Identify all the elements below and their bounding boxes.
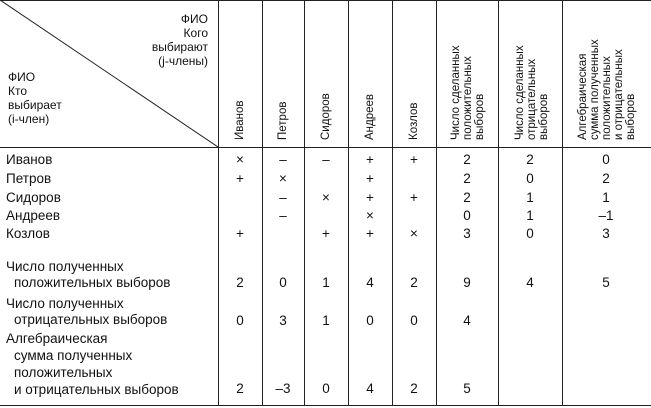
table-cell: 2 — [236, 275, 244, 290]
table-cell: 2 — [463, 190, 471, 205]
table-cell: × — [236, 152, 244, 167]
table-cell: 2 — [410, 275, 418, 290]
column-divider — [436, 0, 437, 405]
column-divider — [304, 0, 305, 405]
table-cell: 1 — [526, 190, 534, 205]
table-cell: 9 — [463, 275, 471, 290]
table-cell: 0 — [236, 313, 244, 328]
column-divider — [392, 0, 393, 405]
table-cell: 0 — [410, 313, 418, 328]
table-cell: + — [366, 226, 374, 241]
row-label: Сидоров — [6, 190, 61, 205]
column-header: Козлов — [408, 102, 420, 140]
table-cell: –1 — [598, 208, 614, 223]
table-cell: × — [410, 226, 418, 241]
table-cell: 2 — [463, 171, 471, 186]
column-divider — [562, 0, 563, 405]
column-header: Число сделанных отрицательных выборов — [514, 45, 550, 140]
table-cell: 0 — [526, 226, 534, 241]
table-cell: + — [410, 190, 418, 205]
table-cell: + — [366, 171, 374, 186]
table-cell: 5 — [463, 381, 471, 396]
table-cell: 1 — [322, 313, 330, 328]
table-cell: 0 — [463, 208, 471, 223]
table-cell: + — [410, 152, 418, 167]
corner-bottom-label: ФИО Кто выбирает (i-член) — [8, 70, 62, 126]
column-header: Андреев — [364, 93, 376, 140]
summary-label: Число полученных положительных выборов — [6, 259, 171, 290]
column-header: Число сделанных положительных выборов — [450, 45, 486, 140]
column-divider — [218, 0, 219, 405]
table-cell: × — [322, 190, 330, 205]
table-cell: –3 — [275, 381, 291, 396]
table-cell: 2 — [463, 152, 471, 167]
table-cell: 0 — [322, 381, 330, 396]
table-cell: + — [236, 226, 244, 241]
column-divider — [348, 0, 349, 405]
table-cell: + — [366, 190, 374, 205]
table-cell: 4 — [526, 275, 534, 290]
column-divider — [498, 0, 499, 405]
table-cell: 5 — [602, 275, 610, 290]
column-header: Иванов — [234, 100, 246, 140]
table-cell: 4 — [463, 313, 471, 328]
header-bottom-border — [0, 147, 651, 148]
table-cell: – — [279, 208, 287, 223]
table-cell: 2 — [410, 381, 418, 396]
corner-top-label: ФИО Кого выбирают (j-члены) — [151, 12, 208, 68]
summary-label: Алгебраическая сумма полученных положительных и отрицательных выборов — [6, 331, 179, 397]
table-cell: 1 — [526, 208, 534, 223]
table-cell: 3 — [463, 226, 471, 241]
summary-label: Число полученных отрицательных выборов — [6, 296, 168, 327]
table-cell: 1 — [602, 190, 610, 205]
table-cell: + — [236, 171, 244, 186]
row-label: Петров — [6, 171, 52, 186]
table-bottom-border — [0, 405, 651, 406]
column-header: Петров — [277, 101, 289, 140]
table-cell: 2 — [602, 171, 610, 186]
row-label: Иванов — [6, 152, 53, 167]
table-cell: 2 — [236, 381, 244, 396]
table-cell: 1 — [322, 275, 330, 290]
table-cell: + — [366, 152, 374, 167]
row-label: Козлов — [6, 226, 50, 241]
row-label: Андреев — [6, 208, 61, 223]
table-cell: 0 — [602, 152, 610, 167]
table-cell: 4 — [366, 275, 374, 290]
table-cell: – — [322, 152, 330, 167]
table-cell: – — [279, 152, 287, 167]
table-cell: 0 — [526, 171, 534, 186]
table-cell: 0 — [366, 313, 374, 328]
table-cell: 3 — [602, 226, 610, 241]
table-cell: × — [279, 171, 287, 186]
table-cell: – — [279, 190, 287, 205]
column-header: Сидоров — [320, 93, 332, 140]
table-cell: 2 — [526, 152, 534, 167]
table-cell: 3 — [279, 313, 287, 328]
table-cell: × — [366, 208, 374, 223]
column-header: Алгебраическая сумма полученных положительных и отрицательных выборов — [577, 39, 637, 140]
table-cell: 4 — [366, 381, 374, 396]
table-cell: + — [322, 226, 330, 241]
table-cell: 0 — [279, 275, 287, 290]
